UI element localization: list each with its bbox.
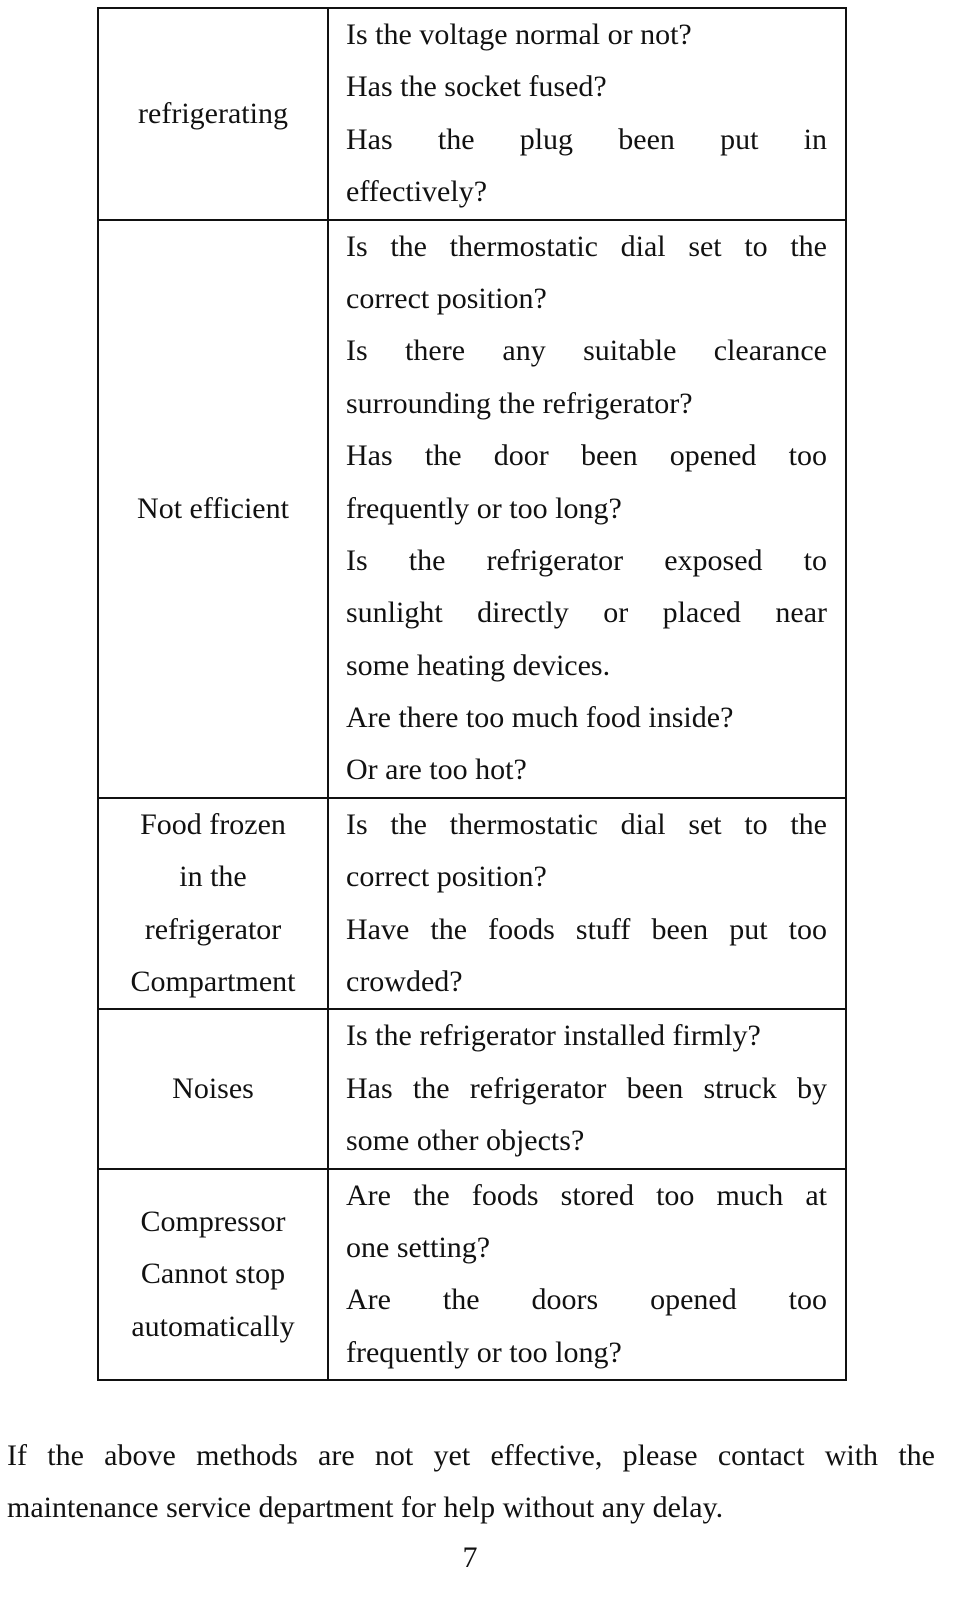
check-cell <box>328 8 846 220</box>
check-item-line: Have the foods stuff been put too <box>346 912 827 946</box>
check-item-line: Has the door been opened too <box>346 439 827 473</box>
table-row <box>98 220 846 798</box>
check-list <box>329 1170 845 1380</box>
table-row <box>98 798 846 1010</box>
problem-text: Cannot stop <box>140 1257 286 1291</box>
check-item-line: correct position? <box>346 860 547 894</box>
check-item-line: sunlight directly or placed near <box>346 596 827 630</box>
check-item-line: Is the thermostatic dial set to the <box>346 807 827 841</box>
check-list <box>329 799 845 1009</box>
check-item-line: Is the refrigerator exposed to <box>346 543 827 577</box>
problem-text: in the <box>179 860 247 894</box>
problem-text: Compressor <box>140 1204 286 1238</box>
check-cell <box>328 220 846 798</box>
check-item-line: frequently or too long? <box>346 491 622 525</box>
problem-cell <box>98 1009 328 1168</box>
table-row <box>98 8 846 220</box>
problem-cell <box>98 1169 328 1381</box>
problem-cell <box>98 8 328 220</box>
footer-note-line-1: If the above methods are not yet effective, please contact with the <box>7 1439 935 1472</box>
check-item-line: Are the doors opened too <box>346 1283 827 1317</box>
problem-text: Not efficient <box>137 491 289 525</box>
check-item-line: surrounding the refrigerator? <box>346 386 693 420</box>
check-cell <box>328 1009 846 1168</box>
check-item-line: Has the plug been put in <box>346 122 827 156</box>
check-item-line: Has the refrigerator been struck by <box>346 1071 827 1105</box>
problem-text: Food frozen <box>140 807 286 841</box>
problem-cell <box>98 220 328 798</box>
problem-text: refrigerating <box>138 96 288 130</box>
check-item-line: Are there too much food inside? <box>346 701 734 735</box>
check-item-line: Is the refrigerator installed firmly? <box>346 1019 761 1053</box>
check-item-line: crowded? <box>346 965 463 999</box>
check-item-line: some other objects? <box>346 1124 585 1158</box>
troubleshooting-table <box>97 7 847 1381</box>
check-cell <box>328 798 846 1010</box>
footer-note <box>7 1430 935 1534</box>
check-list <box>329 1010 845 1167</box>
problem-text: refrigerator <box>144 912 282 946</box>
check-list <box>329 221 845 797</box>
problem-text: Compartment <box>130 965 296 999</box>
check-item-line: Or are too hot? <box>346 753 527 787</box>
problem-text: Noises <box>172 1071 254 1105</box>
check-item-line: Has the socket fused? <box>346 70 607 104</box>
check-item-line: Are the foods stored too much at <box>346 1178 827 1212</box>
check-cell <box>328 1169 846 1381</box>
troubleshooting-table-body <box>98 8 846 1380</box>
check-item-line: one setting? <box>346 1231 491 1265</box>
table-row <box>98 1169 846 1381</box>
check-item-line: frequently or too long? <box>346 1335 622 1369</box>
check-list <box>329 9 845 219</box>
page-number: 7 <box>462 1541 478 1574</box>
table-row <box>98 1009 846 1168</box>
problem-text: automatically <box>131 1309 295 1343</box>
check-item-line: correct position? <box>346 281 547 315</box>
check-item-line: effectively? <box>346 175 488 209</box>
check-item-line: Is the thermostatic dial set to the <box>346 229 827 263</box>
check-item-line: some heating devices. <box>346 648 611 682</box>
problem-cell <box>98 798 328 1010</box>
check-item-line: Is the voltage normal or not? <box>346 18 692 51</box>
check-item-line: Is there any suitable clearance <box>346 334 827 368</box>
footer-note-line-2: maintenance service department for help without any delay. <box>7 1491 724 1524</box>
